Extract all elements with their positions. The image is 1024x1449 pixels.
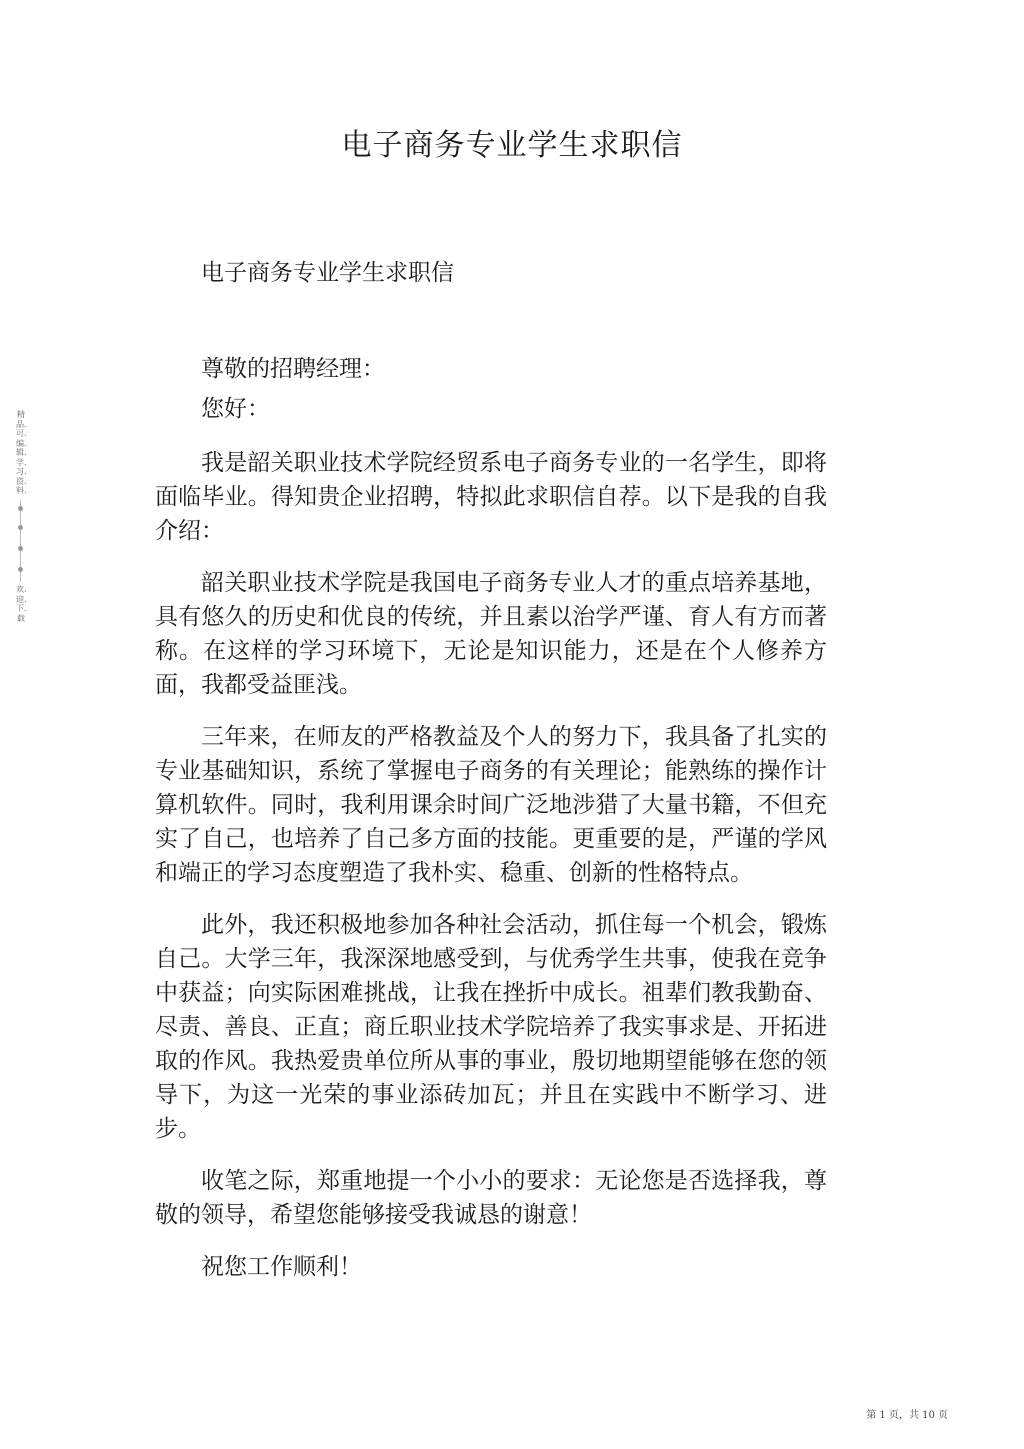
side-dot-icon xyxy=(18,506,23,511)
letter-paragraph: 收笔之际，郑重地提一个小小的要求：无论您是否选择我，尊敬的领导，希望您能够接受我诚恳的谢意！ xyxy=(155,1168,827,1228)
side-dot-icon xyxy=(18,546,23,551)
page-number: 第 1 页，共 10 页 xyxy=(866,1410,948,1421)
letter-closing: 祝您工作顺利！ xyxy=(201,1254,362,1280)
letter-paragraph: 三年来，在师友的严格教益及个人的努力下，我具备了扎实的专业基础知识，系统了掌握电子商务的有关理论；能熟练的操作计算机软件。同时，我利用课余时间广泛地涉猎了大量书籍，不但充实了自己，也培养了自己多方面的技能。更重要的是，严谨的学风和端正的学习态度塑造了我朴实、稳重、创新的性格特点。 xyxy=(155,724,827,886)
letter-salutation: 尊敬的招聘经理： xyxy=(201,356,385,382)
letter-greeting: 您好： xyxy=(201,396,270,422)
side-dot-icon xyxy=(18,525,23,530)
letter-paragraph: 我是韶关职业技术学院经贸系电子商务专业的一名学生，即将面临毕业。得知贵企业招聘，特拟此求职信自荐。以下是我的自我介绍： xyxy=(155,450,827,544)
letter-body xyxy=(155,256,827,1284)
side-dot-icon xyxy=(18,567,23,572)
letter-paragraph: 此外，我还积极地参加各种社会活动，抓住每一个机会，锻炼自己。大学三年，我深深地感受到，与优秀学生共事，使我在竞争中获益；向实际困难挑战，让我在挫折中成长。祖辈们教我勤奋、尽责、善良、正直；商丘职业技术学院培养了我实事求是、开拓进取的作风。我热爱贵单位所从事的事业，殷切地期望能够在您的领导下，为这一光荣的事业添砖加瓦；并且在实践中不断学习、进步。 xyxy=(155,912,827,1142)
letter-paragraph: 韶关职业技术学院是我国电子商务专业人才的重点培养基地，具有悠久的历史和优良的传统，并且素以治学严谨、育人有方而著称。在这样的学习环境下，无论是知识能力，还是在个人修养方面，我都受益匪浅。 xyxy=(155,570,827,698)
side-watermark-top: 精品.可.编.辑.学.习.资.料. xyxy=(16,410,27,495)
letter-subtitle: 电子商务专业学生求职信 xyxy=(201,260,454,286)
side-watermark-bottom: 欢.迎.下.载 xyxy=(16,585,27,623)
document-title: 电子商务专业学生求职信 xyxy=(341,128,683,163)
